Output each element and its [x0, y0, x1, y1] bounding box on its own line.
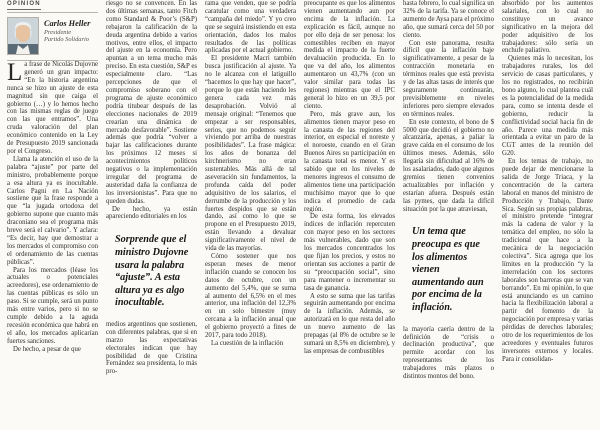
- paragraph: Quienes más lo necesitan, los trabajadores rurales, los del servicio de casas particulares, y los no registrados, no recibirán bono alguno, lo cual plantea cuál es la potencialidad de la medida para, como se intenta desde el gobierno, reducir la conflictividad social hacia fin de año. Parece una medida más orientada a evitar un paro de la CGT antes de la reunión del G20.: [502, 55, 593, 158]
- paragraph: De hecho, a pesar de que: [13, 345, 81, 353]
- column-4: [304, 0, 395, 430]
- paragraph: En los temas de trabajo, no puede dejar de mencionarse la salida de Jorge Triaca, y la concentración de la cartera laboral en manos del ministro de Producción y Trabajo, Dante Sica. Según sus propias palabras, el ministro pretende “integrar más la cadena de valor y la temática del empleo, no sólo la tradicional que hace a la mecánica de la negociación colectiva”. Sica agrega que los límites en la producción “y la interrelación con los sectores laborales son barreras que se van borrando”. En mi opinión, lo que está anunciando es un camino hacia la flexibilización laboral a partir del fomento de la negociación por empresa y varias pérdidas de derechos laborales; otro de los requerimientos de los acreedores y eventuales futuros inversores externos y locales. Para ir consolidan-: [502, 158, 593, 363]
- author-organization: Partido Solidario: [44, 36, 89, 44]
- column-1: [7, 0, 98, 430]
- pull-quote-alimentos: Un tema que preocupa es que los alimentos vienen aumentando aun por encima de la inflación.: [412, 226, 484, 314]
- author-byline: [7, 12, 98, 61]
- paragraph: [7, 61, 98, 156]
- column-3: [205, 0, 296, 430]
- paragraph: Con este panorama, resulta difícil que la inflación baje significativamente, a pesar de la contracción monetaria en términos reales que está prevista y de las altas tasas de interés que seguramente continuarán, previsiblemente en niveles inferiores pero siempre elevados en términos reales.: [403, 39, 494, 118]
- column-6: [502, 0, 593, 430]
- author-portrait-illustration: [8, 18, 38, 54]
- author-name: Carlos Heller: [44, 19, 91, 28]
- author-role: Presidente: [44, 28, 72, 36]
- paragraph: rama que venden, que se podría caratular como una verdadera “campaña del miedo”. Y yo creo que se seguirá insistiendo en esta orientación, dados los malos resultados de las políticas aplicadas por el actual gobierno.: [205, 0, 296, 55]
- author-photo: [7, 17, 39, 55]
- paragraph: De esta forma, los elevados índices de inflación repercuten con mayor peso en los sectores más vulnerables, dado que son los mercados concentrados los que fijan los precios, y estos no orientan sus acciones a partir de su “preocupación social”, sino para mantener o incrementar su tasa de ganancia.: [304, 213, 395, 292]
- paragraph: La cuestión de la inflación: [211, 339, 284, 347]
- column-5: [403, 0, 494, 430]
- paragraph: En este contexto, el bono de $ 5000 que decidió el gobierno no alcanzaría, apenas, a paliar la grave caída en el consumo de los últimos meses. Además, sólo llegaría sin dificultad al 16% de los asalariados, dado que algunos gremios tienen convenios actualizables por inflación y estarían afuera. Después están las pymes, que dada la difícil situación por la que atraviesan,: [403, 118, 494, 213]
- byline-text: [44, 17, 90, 44]
- paragraph: Para los mercados (léase los actuales o potenciales acreedores), ese ordenamiento de las cuentas públicas es sólo un paso. Si se cumple, será un punto más entre varios, pero si no se cumple debido a la aguda recesión económica que habrá en el año, los mercados aplicarían fuertes sanciones.: [7, 266, 98, 345]
- paragraph: la mayoría caería dentro de la definición de “crisis o declinación productiva”, que permite acordar con los representantes de los trabajadores más plazos o distintos montos del bono.: [403, 325, 494, 381]
- drop-cap: L: [7, 59, 23, 86]
- paragraph: riesgo no se convencen. En las dos últimas semanas, tanto Fitch como Standard & Poor’s (S&P) rebajaron la calificación de la deuda argentina debido a varios motivos, entre ellos, el impacto del ajuste en la economía. Pero apuntan a un tema mucho más preciso. En esta cuestión, S&P es especialmente claro. “Las percepciones de que el compromiso soberano con el programa de ajuste económico podría titubear después de las elecciones nacionales de 2019 crearían una dinámica de mercado desfavorable”. Sostiene además que podría “volver a bajar las calificaciones durante los próximos 12 meses si acontecimientos políticos negativos o la implementación irregular del programa de austeridad daña la confianza de los inversionistas”. Para que no queden dudas.: [106, 0, 197, 205]
- paragraph: A esto se suma que las tarifas seguirán aumentando por encima de la inflación. Además, se autorizará en lo que resta del año un nuevo aumento de las prepagas (al 8% de octubre se le sumará un 8,5% en diciembre), y las empresas de combustibles: [304, 292, 395, 355]
- pull-quote-dujovne: Sorprende que el ministro Dujovne usara la palabra “ajuste”. A esta altura ya es algo inocultable.: [115, 234, 189, 309]
- paragraph: Cómo sostener que nos esperan meses de menor inflación cuando se conocen los datos de octubre, con un aumento del 5,4%, que se suma al aumento del 6,5% en el mes anterior, una inflación del 12,3% en un solo bimestre (muy cercana a la inflación anual que el gobierno proyectó a fines de 2017, para todo 2018).: [205, 253, 296, 340]
- paragraph: De hecho, ya están apareciendo editoriales en los: [106, 205, 197, 221]
- paragraph: Llama la atención el uso de la palabra “ajuste” por parte del ministro, probablemente porque a esa altura ya es inocultable. Carlos Pagni en La Nación sostiene que la frase responde a que “la jugada ortodoxa del gobierno supone que cuanto más draconiano sea el programa más breve será el calvario”. Y aclara: “Es decir, hay que demostrar a los mercados el compromiso con el ordenamiento de las cuentas públicas”.: [7, 155, 98, 266]
- paragraph: Pero, más grave aun, los alimentos tienen mayor peso en la canasta de las regiones del interior, en especial el noreste y el noroeste, cuando en el Gran Buenos Aires su participación en la canasta total es menor. Y es sabido que en los niveles de menores ingresos el consumo de alimentos tiene una participación muchísimo mayor que lo que indica el promedio de cada región.: [304, 110, 395, 213]
- paragraph: hasta febrero, lo cual significa un 32% de la tarifa. Ya se conoce el aumento de Aysa para el próximo año, que sumará cerca del 50 por ciento.: [403, 0, 494, 39]
- paragraph: absorbido por los aumentos salariales, con lo cual no constituye un avance significativo en la mejora del poder adquisitivo de los trabajadores: sólo sería un enchufe paliativo.: [502, 0, 593, 55]
- section-label: OPINIÓN: [7, 1, 41, 10]
- paragraph: medios argentinos que sostienen, con diferentes palabras, que si en marzo las expectativas electorales indican que hay posibilidad de que Cristina Fernández sea presidenta, lo más pro-: [106, 320, 197, 376]
- paragraph-text: a frase de Nicolás Dujovne generó un gran impacto: “En la historia argentina nunca se hizo un ajuste de esta magnitud sin que caiga el gobierno (…) y lo hemos hecho con las mismas reglas de juego con las que entramos”. Una cruda valoración del plan económico contenido en la Ley de Presupuesto 2019 sancionada por el Congreso.: [7, 61, 98, 155]
- column-2: [106, 0, 197, 430]
- paragraph: El presidente Macri también busca justificación al ajuste. Ya no le alcanza con el latiguillo “hacemos lo que hay que hacer”, porque lo que están haciendo les genera cada vez más desaprobación. Volvió al mensaje original: “Tenemos que empezar a ser responsables, serios, que no podemos seguir viviendo por arriba de nuestras posibilidades”. La frase mágica: los años de bonanza del kirchnerismo no eran sustentables. Más allá de tal aseveración sin fundamentos, la profunda caída del poder adquisitivo de los salarios, el derrumbe de la producción y los fuertes despidos que se están dando, así como lo que se propone en el Presupuesto 2019, están llevando a devaluar significativamente el nivel de vida de las mayorías.: [205, 55, 296, 253]
- paragraph: preocupante es que los alimentos vienen aumentando aun por encima de la inflación. La explicación es fácil, aunque no por ello deja de ser penosa: los comestibles reciben en mayor medida el impacto de la fuerte devaluación producida. En lo que va del año, los alimentos aumentaron un 43,7% (con un valor similar para todas las regiones) mientras que el IPC general lo hizo en un 39,5 por ciento.: [304, 0, 395, 110]
